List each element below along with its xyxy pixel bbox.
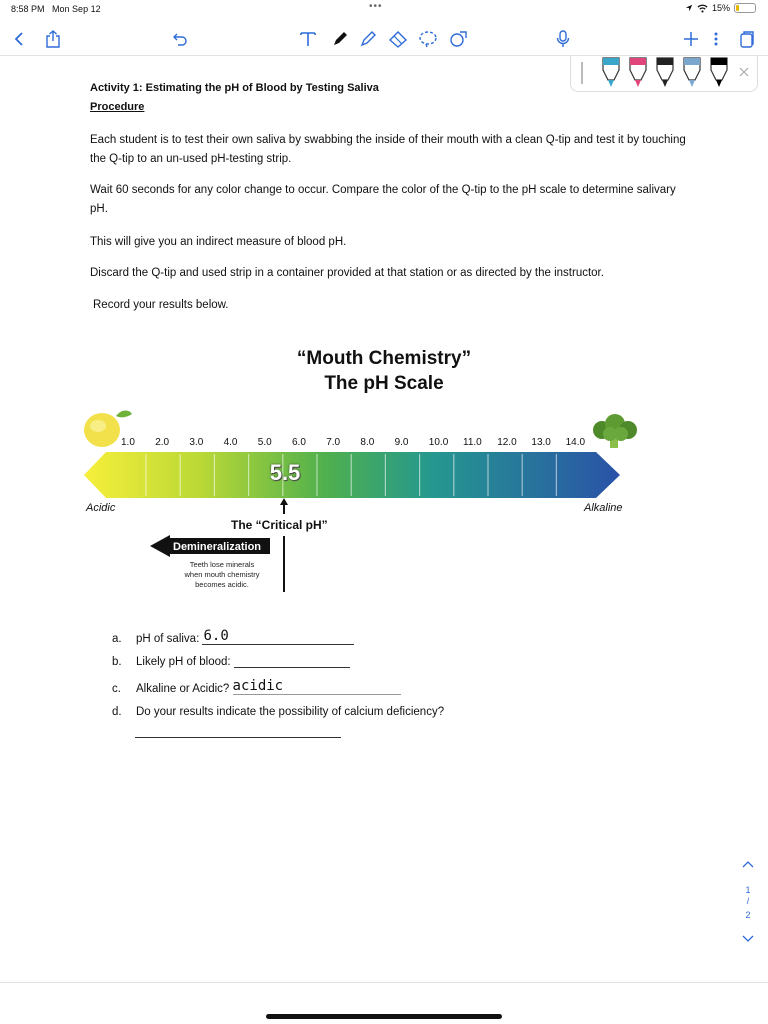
ph-tick-label: 14.0 (565, 437, 586, 448)
battery-percent: 15% (711, 3, 730, 13)
pen-tool-icon (331, 30, 349, 48)
more-icon (713, 31, 719, 47)
highlighter-button[interactable] (356, 26, 380, 52)
page-current: 1 (745, 885, 751, 895)
pen-tool-button[interactable] (328, 26, 352, 52)
ph-tick-label: 5.0 (257, 437, 272, 448)
add-page-button[interactable] (680, 26, 702, 52)
question-c (112, 678, 401, 695)
status-time: 8:58 PM Mon Sep 12 (11, 4, 101, 14)
page-down-icon[interactable] (738, 933, 758, 945)
demineralization-label: Demineralization (173, 541, 262, 553)
question-letter: b. (112, 656, 122, 668)
paragraph-2: Wait 60 seconds for any color change to occur. Compare the color of the Q-tip to the pH scale to determine salivary pH. (90, 184, 676, 215)
ph-tick-label: 1.0 (121, 437, 135, 448)
page-up-icon[interactable] (738, 858, 758, 870)
ph-tick-label: 2.0 (155, 437, 170, 448)
question-text: Do your results indicate the possibility of calcium deficiency? (136, 706, 445, 718)
answer-field-alkaline-acidic[interactable] (233, 678, 401, 695)
status-right (685, 3, 756, 13)
status-bar (0, 0, 768, 20)
battery-icon (734, 3, 756, 13)
ph-tick-label: 3.0 (189, 437, 204, 448)
ph-tick-label: 7.0 (326, 437, 341, 448)
question-letter: c. (112, 683, 121, 695)
ph-tick-label: 9.0 (394, 437, 409, 448)
back-icon (13, 31, 25, 47)
question-b (112, 655, 350, 668)
share-icon (45, 30, 61, 48)
page-separator: / (746, 896, 750, 906)
question-d (112, 706, 444, 718)
share-button[interactable] (42, 26, 64, 52)
ph-gradient-bar (84, 452, 624, 498)
demineralization-note (172, 560, 272, 590)
question-text: pH of saliva: (136, 633, 200, 645)
back-button[interactable] (8, 26, 30, 52)
answer-field-saliva-ph[interactable] (202, 628, 354, 645)
question-a (112, 628, 354, 645)
add-icon (683, 31, 699, 47)
mic-icon (556, 30, 570, 48)
ph-tick-label: 4.0 (223, 437, 238, 448)
mic-button[interactable] (552, 26, 574, 52)
multitask-dots[interactable]: ••• (369, 1, 383, 12)
ph-tick-label: 6.0 (292, 437, 306, 448)
wifi-icon (697, 4, 708, 13)
activity-title: Activity 1: Estimating the pH of Blood by Testing Saliva (90, 82, 379, 94)
demin-note-line-1: Teeth lose minerals (189, 560, 255, 569)
eraser-button[interactable] (386, 26, 410, 52)
critical-ph-value: 5.5 (269, 460, 301, 485)
more-button[interactable] (708, 26, 724, 52)
demin-note-line-3: becomes acidic. (195, 580, 249, 589)
ph-tick-label: 12.0 (497, 437, 517, 448)
broccoli-icon (590, 412, 640, 452)
toolbar (0, 22, 768, 56)
undo-icon (172, 31, 188, 47)
procedure-heading: Procedure (90, 101, 145, 113)
critical-ph-label: The “Critical pH” (231, 518, 328, 532)
eraser-icon (388, 30, 408, 48)
handwritten-answer: 6.0 (203, 628, 229, 644)
critical-ph-pointer (278, 496, 290, 594)
alkaline-label: Alkaline (584, 502, 623, 514)
location-icon (685, 4, 693, 12)
answer-field-calcium[interactable] (135, 726, 341, 738)
home-indicator[interactable] (266, 1014, 502, 1019)
handwritten-answer: acidic (232, 678, 284, 694)
pages-icon (739, 30, 755, 48)
shapes-button[interactable] (446, 26, 470, 52)
chart-title-line2: The pH Scale (324, 373, 444, 394)
paragraph-3: This will give you an indirect measure of blood pH. (90, 236, 347, 248)
bottom-divider (0, 982, 768, 983)
ph-tick-label: 10.0 (428, 437, 449, 448)
text-tool-button[interactable] (296, 26, 320, 52)
page-total: 2 (745, 910, 751, 920)
question-letter: d. (112, 706, 122, 718)
question-text: Alkaline or Acidic? (136, 683, 230, 695)
undo-button[interactable] (168, 26, 192, 52)
question-text: Likely pH of blood: (136, 656, 231, 668)
answer-field-blood-ph[interactable] (234, 655, 350, 668)
demin-note-line-2: when mouth chemistry (184, 570, 260, 579)
ph-tick-label: 13.0 (531, 437, 551, 448)
ph-tick-label: 11.0 (463, 437, 482, 448)
acidic-label: Acidic (86, 502, 116, 514)
paragraph-5: Record your results below. (93, 299, 229, 311)
pages-button[interactable] (736, 26, 758, 52)
document-page[interactable] (0, 56, 768, 982)
ph-tick-label: 8.0 (360, 437, 375, 448)
question-letter: a. (112, 633, 122, 645)
shapes-icon (448, 30, 468, 48)
lasso-icon (418, 30, 438, 48)
paragraph-4: Discard the Q-tip and used strip in a container provided at that station or as directed by the instructor. (90, 267, 604, 279)
paragraph-1: Each student is to test their own saliva by swabbing the inside of their mouth with a clean Q-tip and test it by touching the Q-tip to an un-used pH-testing strip. (90, 134, 686, 165)
highlighter-icon (359, 30, 377, 48)
chart-title-line1: “Mouth Chemistry” (296, 348, 472, 369)
text-tool-icon (299, 30, 317, 48)
lasso-button[interactable] (416, 26, 440, 52)
